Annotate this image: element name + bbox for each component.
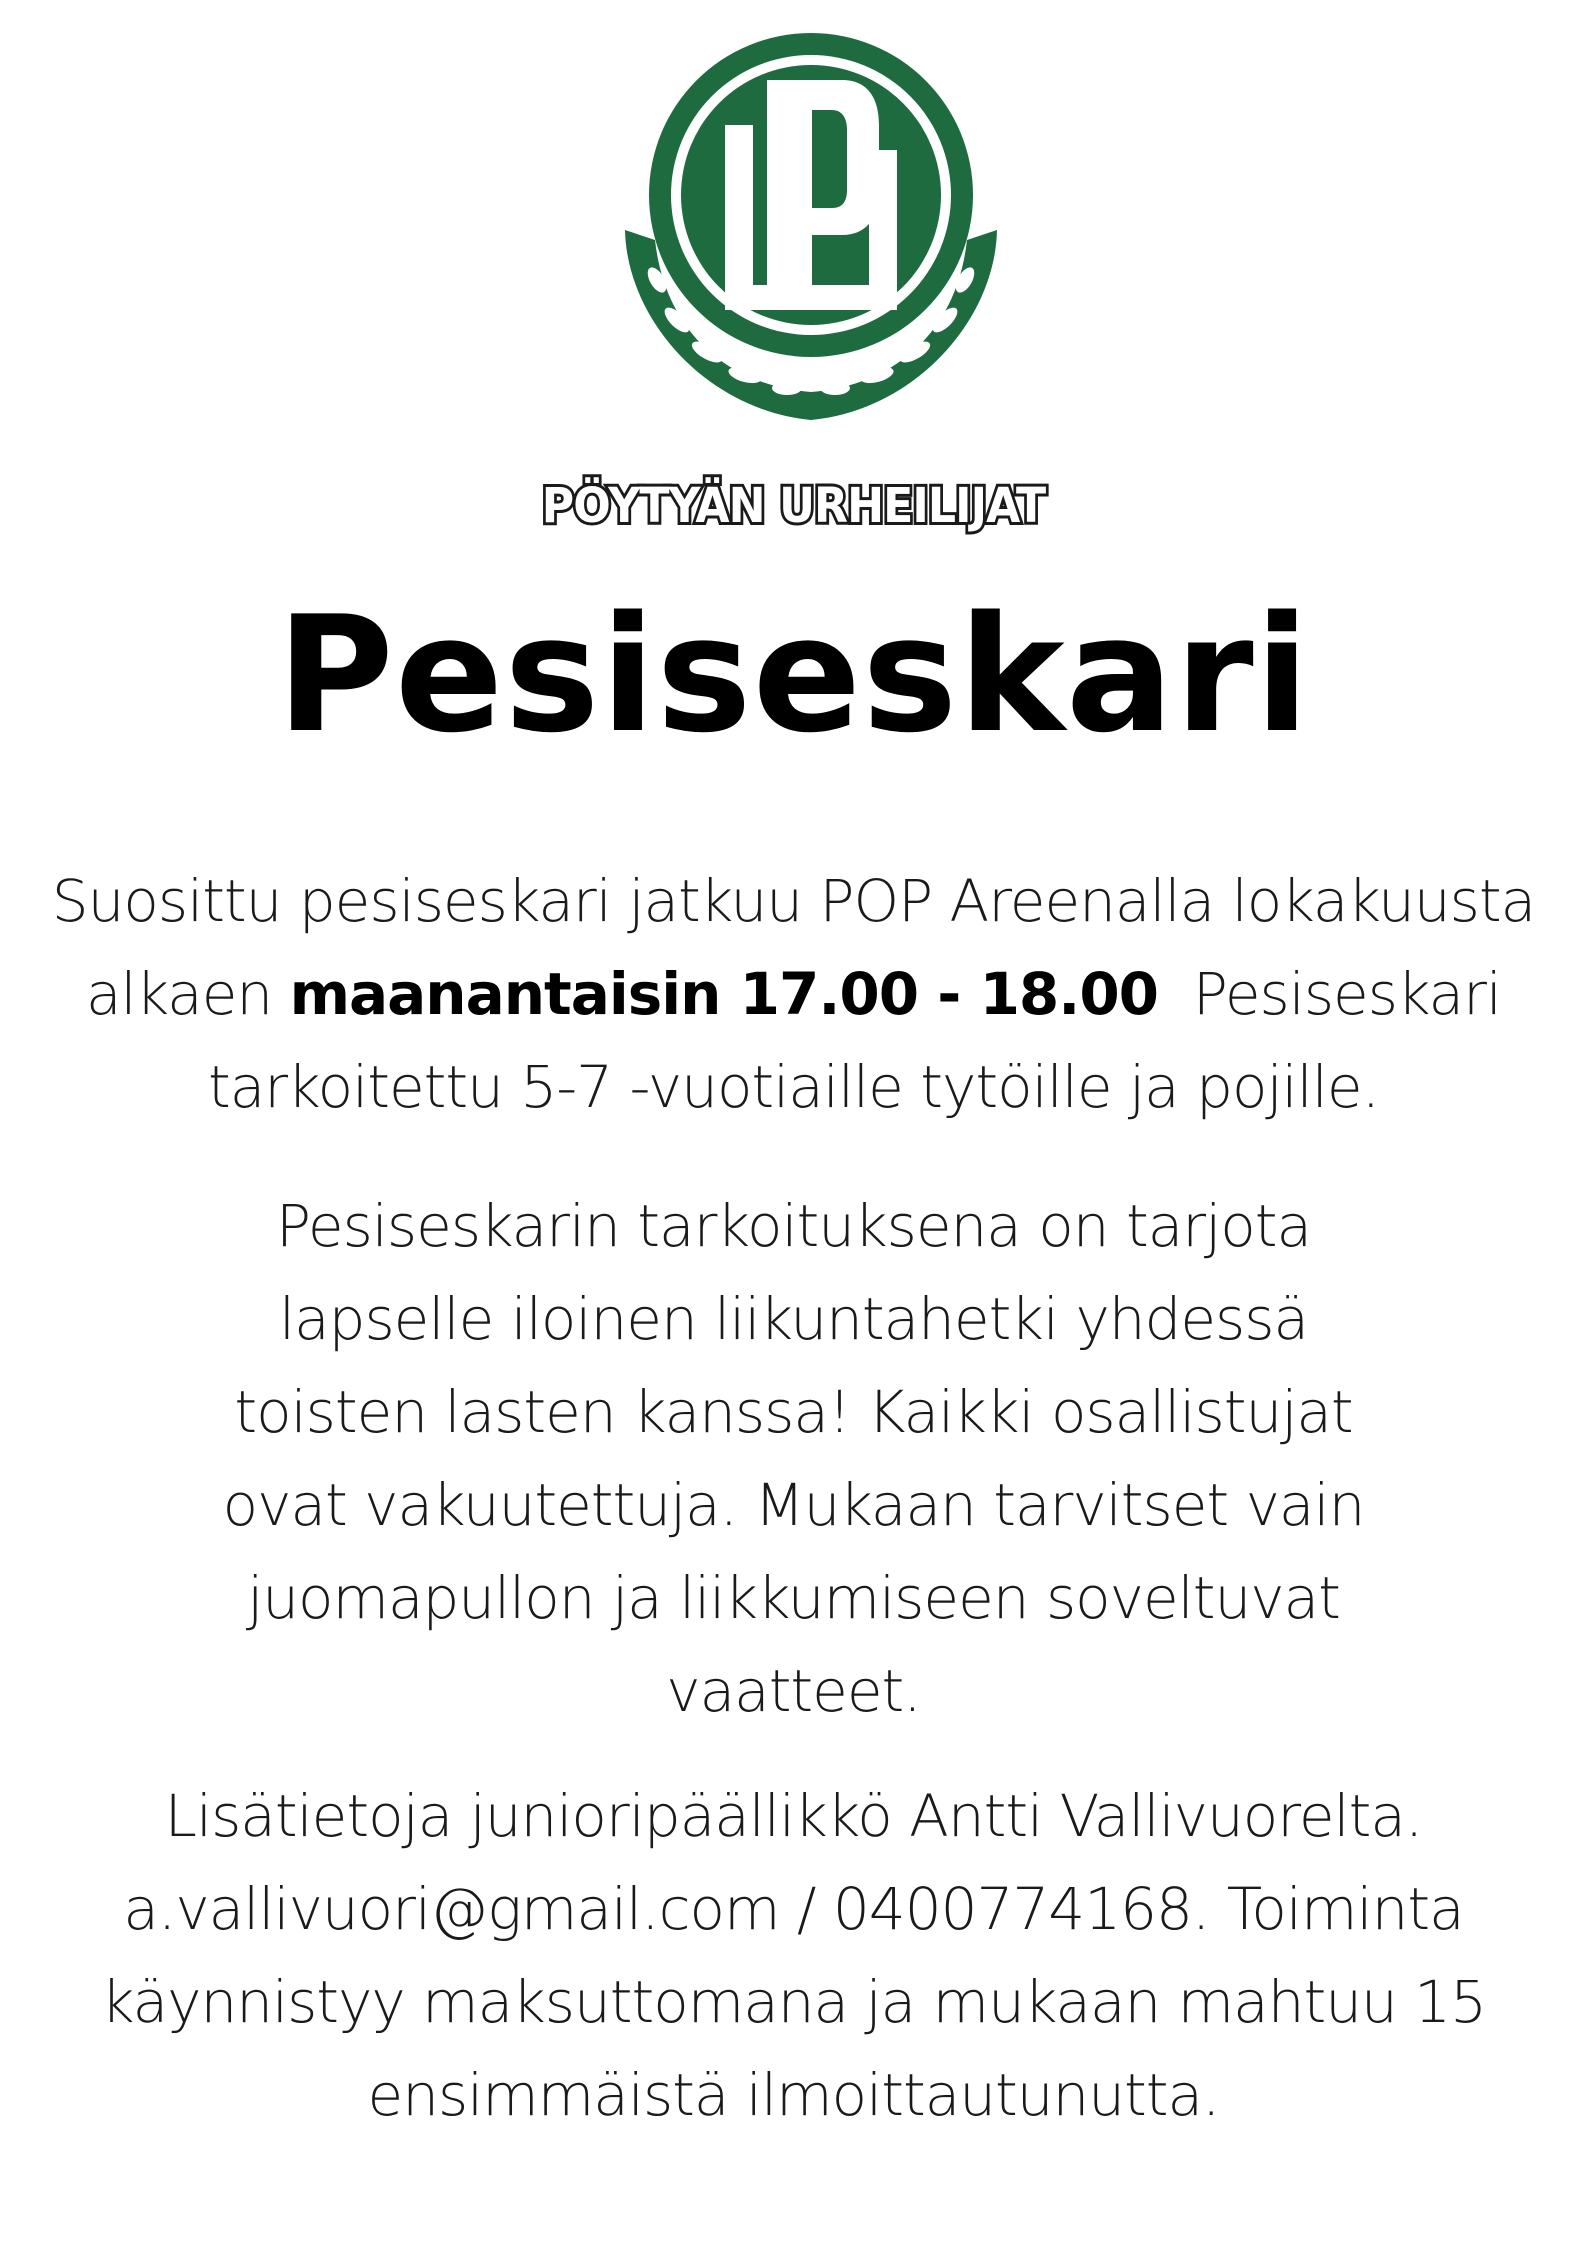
contact-line: Lisätietoja junioripäällikkö Antti Vallivuorelta. <box>164 1782 1423 1850</box>
intro-line: tarkoitettu 5-7 -vuotiaille tytöille ja pojille. <box>207 1053 1380 1121</box>
intro-text: alkaen <box>85 960 290 1028</box>
purpose-line: toisten lasten kanssa! Kaikki osallistujat <box>234 1378 1353 1446</box>
club-logo <box>607 30 1015 450</box>
purpose-line: ovat vakuutettuja. Mukaan tarvitset vain <box>222 1471 1365 1539</box>
purpose-line: lapselle iloinen liikuntahetki yhdessä <box>278 1285 1309 1353</box>
contact-line: ensimmäistä ilmoittautunutta. <box>367 2061 1220 2129</box>
intro-text: Pesiseskari <box>1158 960 1502 1028</box>
schedule-highlight: maanantaisin 17.00 - 18.00 <box>289 960 1159 1028</box>
intro-paragraph <box>0 855 1587 1134</box>
intro-line <box>0 948 1587 1041</box>
purpose-line: vaatteet. <box>666 1657 921 1725</box>
contact-line: a.vallivuori@gmail.com / 0400774168. Toiminta <box>123 1875 1464 1943</box>
purpose-line: Pesiseskarin tarkoituksena on tarjota <box>276 1192 1311 1260</box>
purpose-paragraph <box>0 1180 1587 1738</box>
purpose-line: juomapullon ja liikkumiseen soveltuvat <box>247 1564 1340 1632</box>
contact-paragraph <box>0 1770 1587 2142</box>
contact-line: käynnistyy maksuttomana ja mukaan mahtuu 15 <box>101 1968 1486 2036</box>
organization-name: PÖYTYÄN URHEILIJAT <box>541 478 1046 534</box>
page-title: Pesiseskari <box>276 581 1311 768</box>
intro-line: Suosittu pesiseskari jatkuu POP Areenalla lokakuusta <box>51 867 1536 935</box>
